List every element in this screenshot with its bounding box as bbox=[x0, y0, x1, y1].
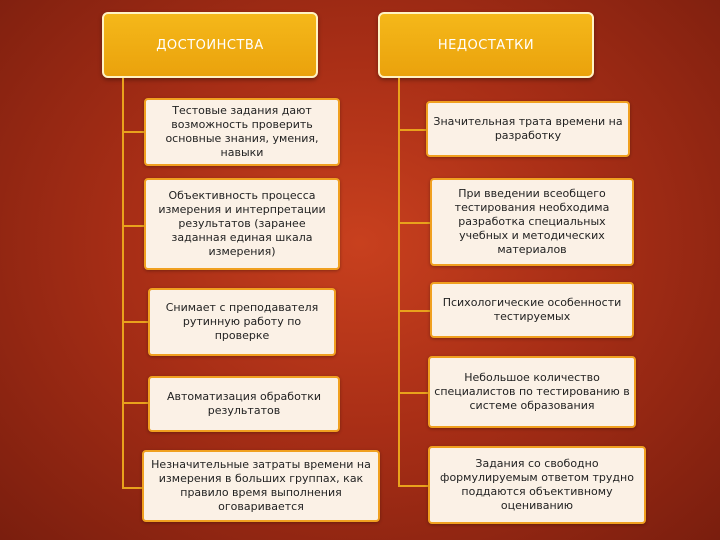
right-branch-line bbox=[398, 392, 428, 394]
disadvantage-item-text: Задания со свободно формулируемым ответом трудно поддаются объективному оцениванию bbox=[440, 457, 634, 512]
left-trunk-line bbox=[122, 78, 124, 488]
advantage-item bbox=[148, 376, 340, 432]
right-branch-line bbox=[398, 129, 426, 131]
disadvantage-item-text: Небольшое количество специалистов по тестированию в системе образования bbox=[434, 371, 630, 412]
disadvantage-item bbox=[426, 101, 630, 157]
right-branch-line bbox=[398, 222, 430, 224]
advantage-item-text: Автоматизация обработки результатов bbox=[166, 390, 322, 417]
disadvantage-item-text: При введении всеобщего тестирования необходима разработка специальных учебных и методических материалов bbox=[454, 187, 610, 256]
disadvantage-item bbox=[430, 282, 634, 338]
disadvantages-header-label: НЕДОСТАТКИ bbox=[437, 37, 535, 53]
left-branch-line bbox=[122, 487, 142, 489]
advantage-item bbox=[144, 178, 340, 270]
disadvantage-item-text: Психологические особенности тестируемых bbox=[442, 296, 622, 323]
left-branch-line bbox=[122, 321, 148, 323]
advantage-item-text: Объективность процесса измерения и интерпретации результатов (заранее заданная единая шкала измерения) bbox=[158, 189, 326, 258]
disadvantage-item bbox=[428, 356, 636, 428]
advantage-item bbox=[144, 98, 340, 166]
advantages-header-label: ДОСТОИНСТВА bbox=[156, 37, 264, 53]
advantage-item-text: Снимает с преподавателя рутинную работу по проверке bbox=[165, 301, 319, 342]
advantage-item bbox=[142, 450, 380, 522]
advantages-header bbox=[102, 12, 318, 78]
disadvantage-item bbox=[428, 446, 646, 524]
right-branch-line bbox=[398, 485, 428, 487]
disadvantage-item bbox=[430, 178, 634, 266]
right-branch-line bbox=[398, 310, 430, 312]
disadvantage-item-text: Значительная трата времени на разработку bbox=[433, 115, 623, 142]
advantage-item-text: Тестовые задания дают возможность проверить основные знания, умения, навыки bbox=[165, 104, 319, 159]
left-branch-line bbox=[122, 131, 144, 133]
left-branch-line bbox=[122, 402, 148, 404]
advantage-item bbox=[148, 288, 336, 356]
disadvantages-header bbox=[378, 12, 594, 78]
left-branch-line bbox=[122, 225, 144, 227]
advantage-item-text: Незначительные затраты времени на измерения в больших группах, как правило время выполнения оговаривается bbox=[151, 458, 371, 513]
right-trunk-line bbox=[398, 78, 400, 486]
